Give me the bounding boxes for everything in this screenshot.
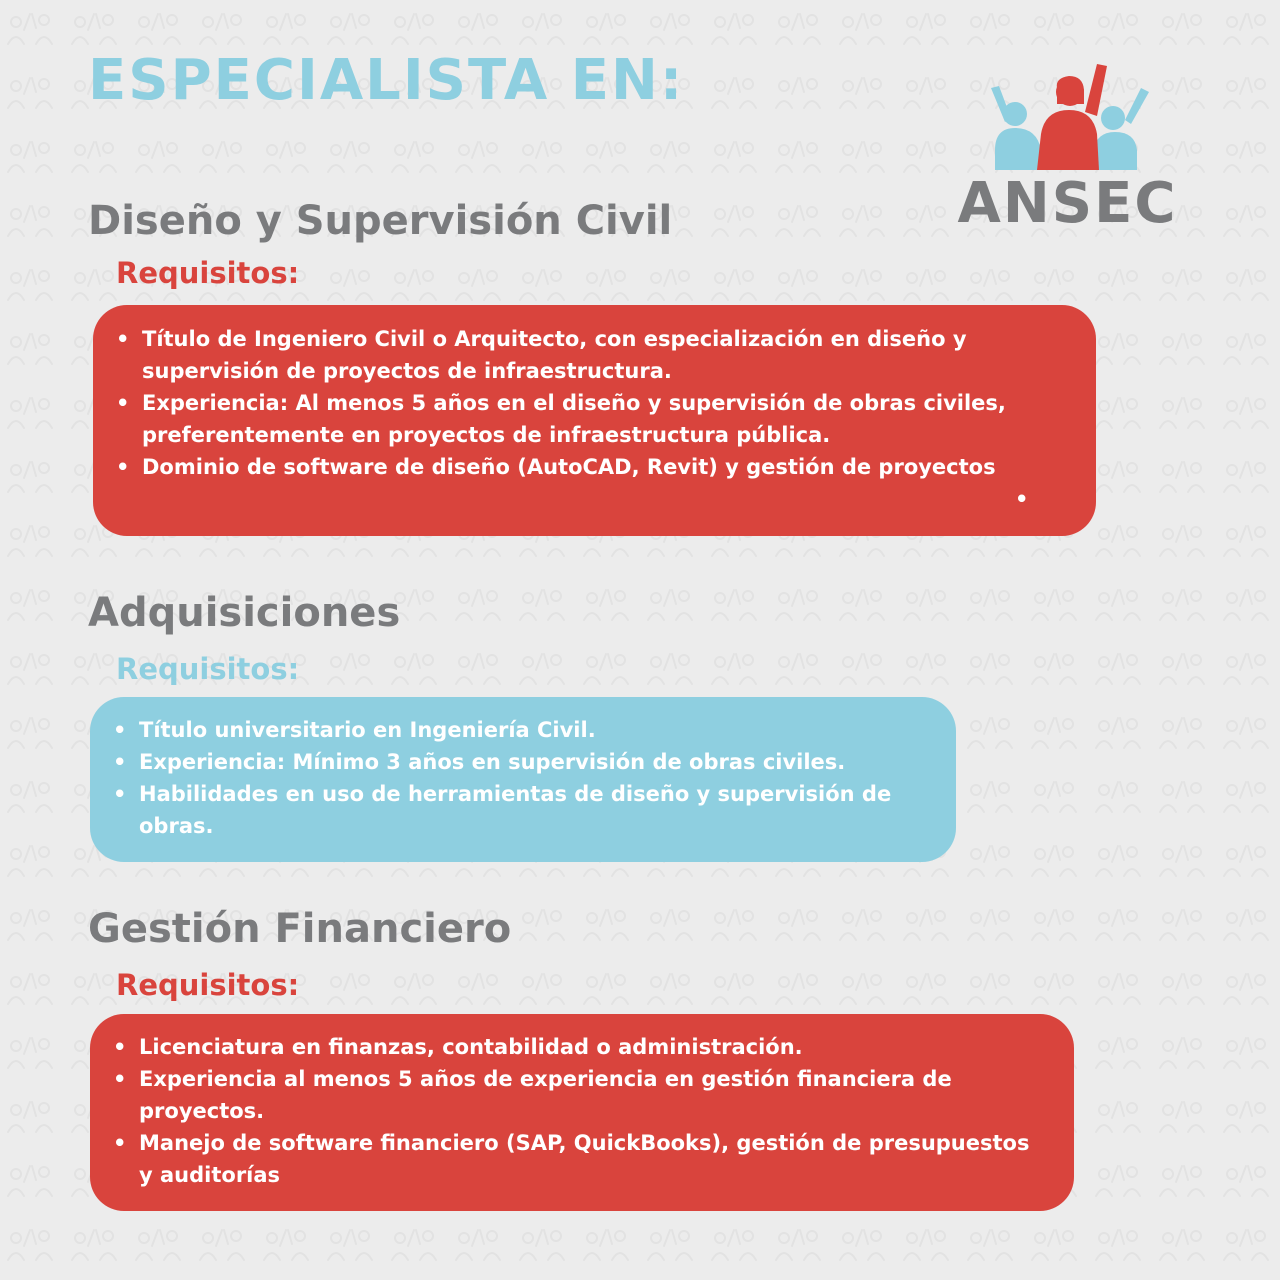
requirements-label: Requisitos: — [116, 652, 300, 686]
requirements-list — [115, 323, 1056, 483]
list-item: • Licenciatura en finanzas, contabilidad o administración. — [112, 1031, 1034, 1063]
ansec-logo — [945, 58, 1190, 248]
section-title-diseno: Diseño y Supervisión Civil — [88, 198, 673, 244]
list-item: • Habilidades en uso de herramientas de diseño y supervisión de obras. — [112, 778, 906, 842]
requirements-list — [112, 714, 906, 842]
requirements-card-gestion — [90, 1014, 1074, 1211]
list-item: • Título universitario en Ingeniería Civil. — [112, 714, 906, 746]
list-item: • Título de Ingeniero Civil o Arquitecto, con especialización en diseño y supervisión de proyectos de infraestructura. — [115, 323, 1056, 387]
people-raising-hands-icon — [985, 58, 1155, 178]
list-item: • Manejo de software financiero (SAP, QuickBooks), gestión de presupuestos y auditorías — [112, 1127, 1034, 1191]
requirements-card-diseno — [93, 305, 1096, 536]
requirements-list — [112, 1031, 1034, 1191]
list-item: • Experiencia: Al menos 5 años en el diseño y supervisión de obras civiles, preferentemente en proyectos de infraestructura pública. — [115, 387, 1056, 451]
requirements-label: Requisitos: — [116, 968, 300, 1002]
requirements-card-adquisiciones — [90, 697, 956, 862]
section-title-gestion: Gestión Financiero — [88, 906, 512, 952]
requirements-label: Requisitos: — [116, 256, 300, 290]
stray-bullet: • — [1015, 487, 1029, 511]
list-item: • Dominio de software de diseño (AutoCAD, Revit) y gestión de proyectos — [115, 451, 1056, 483]
page-title: ESPECIALISTA EN: — [88, 48, 685, 113]
list-item: • Experiencia: Mínimo 3 años en supervisión de obras civiles. — [112, 746, 906, 778]
logo-text: ANSEC — [957, 171, 1178, 236]
list-item: • Experiencia al menos 5 años de experiencia en gestión financiera de proyectos. — [112, 1063, 1034, 1127]
section-title-adquisiciones: Adquisiciones — [88, 590, 401, 636]
